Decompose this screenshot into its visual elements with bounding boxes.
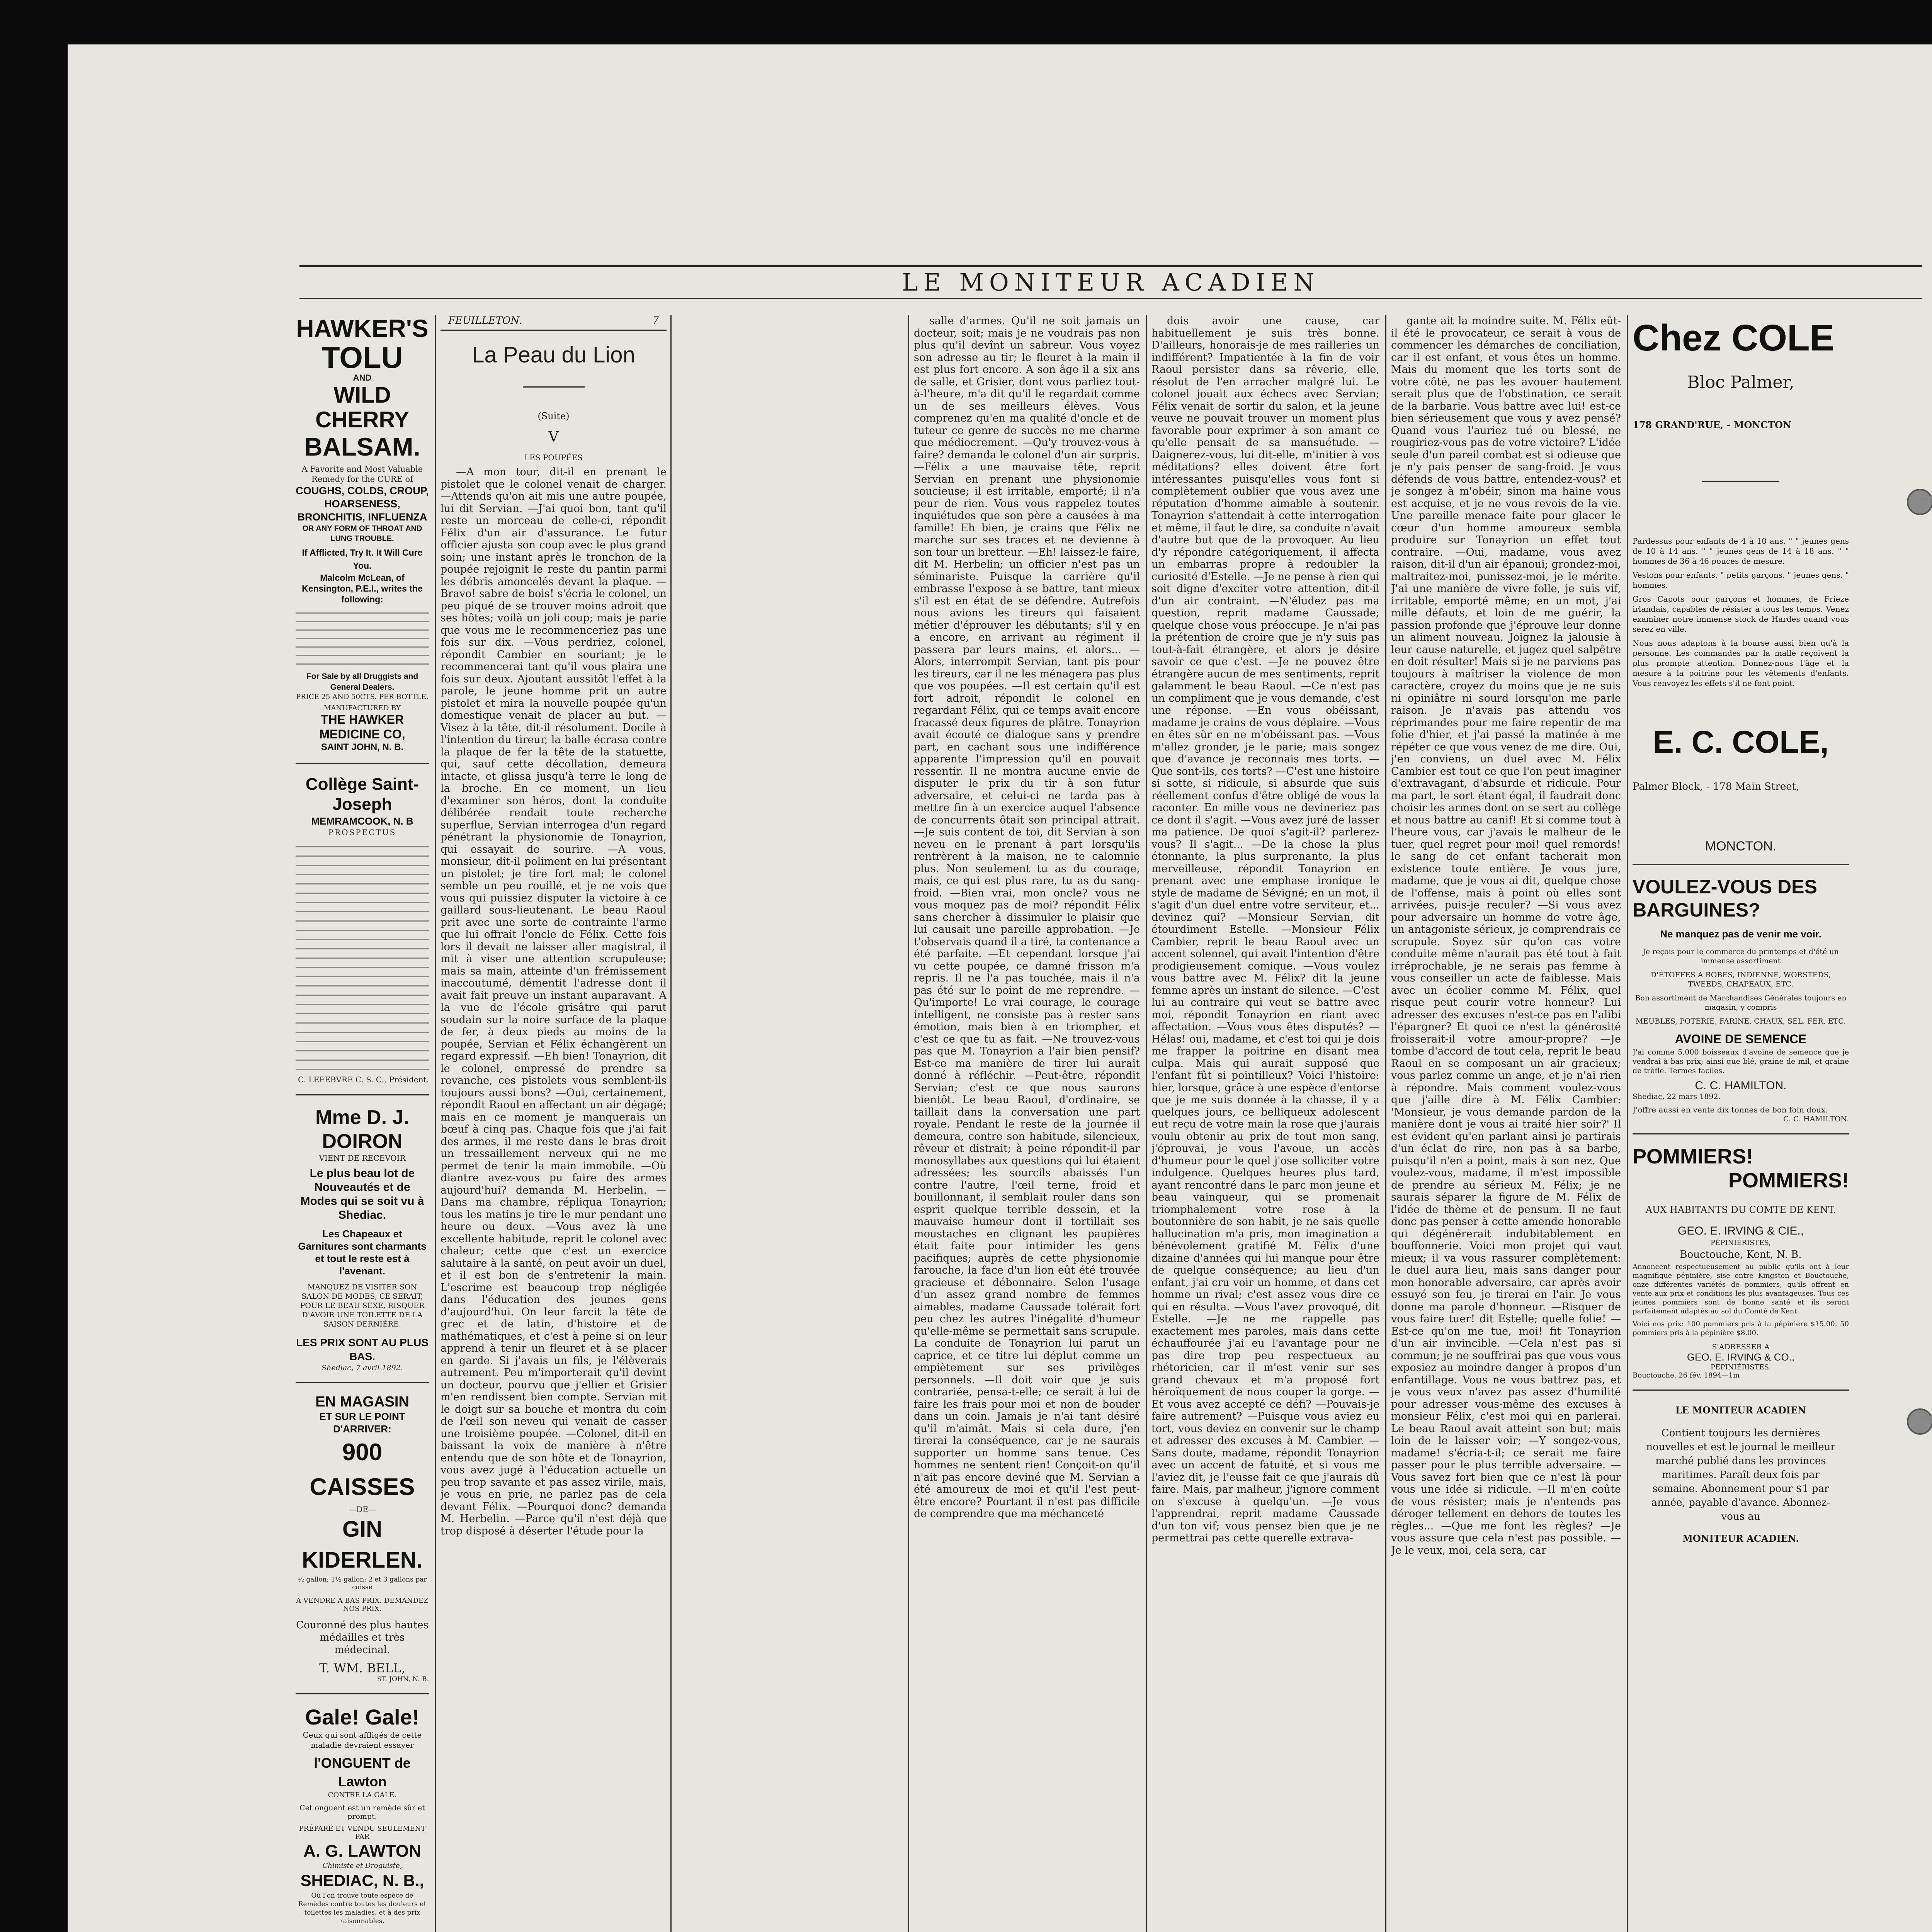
hamilton-date: Shediac, 22 mars 1892.: [1633, 1092, 1721, 1101]
barguines-text: Je reçois pour le commerce du printemps et d'été un immense assortiment: [1643, 947, 1839, 965]
feuilleton-column-4: [1391, 315, 1621, 1932]
pommiers-text: Annoncent respectueusement au public qu'ils ont à leur magnifique pépinière, sise entre Kingston et Bouctouche, onze différentes variétés de pommiers, qu'ils offrent en vente aux prix et conditions les plus avantageuses. Tous ces jeunes pommiers sont de bonne santé et ils seront parfaitement adaptés au sol du Comté de Kent.: [1633, 1263, 1849, 1315]
hawker-wild-cherry: WILD CHERRY: [315, 383, 409, 432]
feuilleton-header: [440, 315, 667, 327]
hawker-ailments: BRONCHITIS, INFLUENZA: [297, 511, 427, 523]
moniteur-ad-title: LE MONITEUR ACADIEN: [1675, 1405, 1806, 1416]
gale-note: Cet onguent est un remède sûr et prompt.: [299, 1804, 425, 1821]
hawker-ad: [296, 315, 429, 753]
feuilleton-column-2: [914, 315, 1140, 1932]
column-rule: [435, 315, 436, 1932]
pommiers-prices: Voici nos prix: 100 pommiers pris à la pépinière $15.00. 50 pommiers pris à la pépinière $8.00.: [1633, 1320, 1849, 1337]
cole-list: Gros Capots pour garçons et hommes, de Frieze irlandais, capables de résister à tous les temps. Venez examiner notre immense stock de Hardes quand vous serez en ville.: [1633, 594, 1849, 634]
barguines-items: MEUBLES, POTERIE, FARINE, CHAUX, SEL, FER, ETC.: [1635, 1017, 1846, 1026]
avoine-title: AVOINE DE SEMENCE: [1675, 1032, 1807, 1046]
barguines-text: Bon assortiment de Marchandises Générales toujours en magasin, y compris: [1635, 994, 1847, 1012]
hawker-ailments: HOARSENESS,: [324, 498, 400, 510]
ec-cole-city: MONCTON.: [1705, 839, 1777, 854]
doiron-title: Mme D. J. DOIRON: [315, 1106, 409, 1153]
ads-column-right: [1633, 315, 1849, 1932]
ads-column-left: [296, 315, 429, 1932]
hawker-sale: For Sale by all Druggists and General Dealers.: [306, 672, 418, 692]
cole-bloc: Bloc Palmer,: [1687, 372, 1794, 392]
pommiers-contact: S'ADRESSER A: [1712, 1343, 1770, 1351]
ec-cole-title: E. C. COLE,: [1653, 724, 1829, 760]
feuilleton-column-3: [1151, 315, 1379, 1932]
gin-sale: A VENDRE A BAS PRIX. DEMANDEZ NOS PRIX.: [296, 1597, 429, 1613]
gale-title: Gale! Gale!: [305, 1705, 420, 1729]
gale-contre: CONTRE LA GALE.: [328, 1791, 397, 1799]
gin-seller: T. WM. BELL,: [319, 1661, 405, 1675]
masthead: [299, 265, 1922, 299]
chapter-number: V: [548, 429, 559, 445]
foin-text: J'offre aussi en vente dix tonnes de bon foin doux.: [1633, 1105, 1828, 1114]
doiron-ad: [296, 1105, 429, 1372]
story-text: gante ait la moindre suite. M. Félix eût-il été le provocateur, ce serait à vous de commencer les démarches de conciliation, car il est enfant, et vous êtes un homme. Mais du moment que les torts sont de votre côté, ne pas les avouer hautement serait plus que de l'obstination, ce serait de la barbarie. Vous battre avec lui! est-ce bien sérieusement que vous y avez pensé? Quand vous l'auriez tué ou blessé, ne rougiriez-vous pas de votre victoire? L'idée seule d'un pareil combat est si odieuse que je n'y pais penser de sang-froid. Je vous défends de vous battre, entendez-vous? et je songez à m'obéir, sinon ma haine vous est acquise, et je ne vous revois de la vie. Une pareille menace faite pour glacer le cœur d'un homme amoureux sembla produire sur Tonayrion un effet tout contraire. —Oui, madame, vous avez raison, dit-il d'un air épanoui; grondez-moi, maltraitez-moi, punissez-moi, je le mérite. J'ai une manière de vivre folle, je suis vif, irritable, emporté même; en un mot, j'ai mille défauts, et loin de me guérir, la passion profonde que j'éprouve leur donne un aliment nouveau. Joignez la jalousie à leur cause naturelle, et jugez quel salpêtre en doit résulter! Mais si je ne parviens pas toujours à maîtriser la violence de mon caractère, croyez du moins que je ne suis ni opiniâtre ni sourd lorsqu'on me parle raison. Je n'avais pas attendu vos réprimandes pour me faire repentir de ma folie d'hier, et j'ai passé la matinée à me répéter ce que vous venez de me dire. Oui, j'en conviens, un duel avec M. Félix Cambier est tout ce que l'on peut imaginer d'extravagant, d'absurde et ridicule. Pour ma part, le sort étant égal, il faudrait donc choisir les armes dont on se sert au collège et nous battre au canif! Et si comme tout à l'heure vous, car j'avais le malheur de le tuer, quel regret pour moi! quel remords! le sang de cet enfant tacherait mon existence toute entière. Je vous jure, madame, que je vous ai dit, quelque chose de l'offense, mais à point où elles sont arrivées, puis-je reculer? —Si vous avez pour adversaire un homme de votre âge, un antagoniste sérieux, je comprendrais ce scrupule. Soyez sûr qu'on cas votre conduite même n'aurait pas été tout à fait irréprochable, je ne serais pas femme à vous conseiller un acte de faiblesse. Mais avec un écolier comme M. Félix, quel risque peut courir votre honneur? Lui adresser des excuses n'est-ce pas en l'alibi l'épargner? Et quoi ce n'est la générosité froisserait-il votre amour-propre? —Je tombe d'accord de tout cela, reprit le beau Raoul en se composant un air gracieux; vous parlez comme un ange, et je n'ai rien à répondre. Mais comment voulez-vous que j'aille dire à M. Félix Cambier: 'Monsieur, je vous demande pardon de la manière dont je vous ai traité hier soir?' Il est évident qu'en parlant ainsi je partirais d'un éclat de rire, non pas à sa barbe, puisqu'il n'en a point, mais à son nez. Que voulez-vous, madame, il m'est impossible de prendre au sérieux M. Félix; je ne saurais séparer la figure de M. Félix de l'idée de thème et de pensum. Il ne faut donc pas penser à cette amende honorable qui dégénérerait indubitablement en bouffonnerie. Voici mon projet qui vaut mieux; il va vous rassurer complètement: le duel aura lieu, mais sans danger pour mon honorable adversaire, car après avoir essuyé son feu, je tirerai en l'air. Je vous donne ma parole d'honneur. —Risquer de vous faire tuer! dit Estelle; quelle folie! —Est-ce qu'on me tue, moi! fit Tonayrion d'un air invincible. —Cela n'est pas si commun; je ne souffrirai pas que vous vous exposiez au moindre danger à propos d'un enfantillage. Vous ne vous battrez pas, et je vous veux n'avez pas assez d'humilité pour adresser vous-même des excuses à monsieur Félix, c'est moi qui en parlerai. Le beau Raoul avait atteint son but; mais loin de le laisser voir; —Y songez-vous, madame! s'écria-t-il; ce serait me faire passer pour le plus terrible adversaire. —Vous savez fort bien que ce n'est là pour vous une idée si ridicule. —Il m'en coûte de vous résister; mais je n'entends pas déroger tellement en dehors de toutes les règles... —Que me font les règles? —Je vous assure que cela n'est pas possible. —Je le veux, moi, cela sera, car: [1391, 315, 1621, 1556]
pommiers-title: POMMIERS!: [1633, 1145, 1753, 1168]
hawker-mfg: MANUFACTURED BY: [324, 704, 401, 712]
cole-ad: [1633, 315, 1849, 854]
hawker-balsam: BALSAM.: [304, 432, 420, 461]
gin-ad: [296, 1393, 429, 1683]
cole-list: Nous nous adaptons à la bourse aussi bien qu'à la personne. Les commandes par la malle reçoivent la plus prompte attention. Donnez-nous l'âge et la mesure à la poitrine pour les vêtements d'enfants. Vous renvoyez les effets s'il ne font point.: [1633, 638, 1849, 688]
gin-quantity: 900 CAISSES: [310, 1439, 415, 1500]
cole-address: 178 GRAND'RUE, - MONCTON: [1633, 419, 1792, 430]
story-title: La Peau du Lion: [472, 342, 635, 367]
column-rule: [1627, 315, 1628, 1932]
doiron-text: Les Chapeaux et Garnitures sont charmants et tout le reste est à l'avenant.: [298, 1228, 427, 1277]
barguines-items: D'ÉTOFFES A ROBES, INDIENNE, WORSTEDS, TWEEDS, CHAPEAUX, ETC.: [1650, 971, 1831, 988]
fine-print-block: [296, 840, 429, 1072]
doiron-text: MANQUEZ DE VISITER SON SALON DE MODES, CE SERAIT, POUR LE BEAU SEXE, RISQUER D'AVOIR UNE TOILETTE DE LA SAISON DERNIÈRE.: [300, 1283, 425, 1328]
fine-print-block: [296, 607, 429, 669]
hawker-city: SAINT JOHN, N. B.: [321, 742, 404, 752]
gale-chem: Chimiste et Droguiste,: [322, 1862, 402, 1870]
gale-ad: [296, 1704, 429, 1925]
hawker-and: AND: [353, 373, 372, 383]
gale-prep: PRÉPARÉ ET VENDU SEULEMENT PAR: [299, 1825, 426, 1841]
moniteur-ad-text: Contient toujours les dernières nouvelles et est le journal le meilleur marché publié dans les provinces maritimes. Paraît deux fois par semaine. Abonnement pour $1 par année, payable d'avance. Abonnez-vous au: [1646, 1427, 1835, 1522]
chapter-title: LES POUPÉES: [524, 453, 583, 462]
moniteur-ad: [1633, 1401, 1849, 1544]
hawker-testimony: Malcolm McLean, of Kensington, P.E.I., writes the following:: [302, 573, 423, 604]
irving-pep: PÉPINIÉRISTES,: [1710, 1239, 1771, 1247]
hawker-tagline: A Favorite and Most Valuable Remedy for the CURE of: [301, 464, 423, 484]
gale-foot: Où l'on trouve toute espèce de Remèdes contre toutes les douleurs et toilettes les maladies, et à des prix raisonnables.: [298, 1892, 427, 1925]
gin-heading: ET SUR LE POINT D'ARRIVER:: [319, 1411, 405, 1435]
gin-heading: EN MAGASIN: [315, 1394, 409, 1410]
ec-cole-address: Palmer Block, - 178 Main Street,: [1633, 781, 1799, 793]
barguines-ad: [1633, 875, 1849, 1123]
irving-pep: PÉPINIÉRISTES.: [1710, 1363, 1771, 1371]
masthead-title: LE MONITEUR ACADIEN: [902, 268, 1320, 296]
feuilleton-column-1: [440, 315, 667, 1932]
cole-list: Vestons pour enfants. " petits garçons. " jeunes gens. " hommes.: [1633, 570, 1849, 590]
gale-remedy: l'ONGUENT de Lawton: [314, 1755, 411, 1789]
cole-list: Pardessus pour enfants de 4 à 10 ans. " " jeunes gens de 10 à 14 ans. " " jeunes gens de 14 à 18 ans. " " hommes de 36 à 46 pouces de mesure.: [1633, 536, 1849, 566]
column-rule: [1146, 315, 1147, 1932]
doiron-prices: LES PRIX SONT AU PLUS BAS.: [296, 1337, 429, 1362]
hawker-title: HAWKER'S: [296, 315, 429, 342]
hawker-ailments: COUGHS, COLDS, CROUP,: [296, 485, 429, 497]
binder-hole: [1907, 1408, 1932, 1435]
column-rule: [1385, 315, 1386, 1932]
gin-city: ST. JOHN, N. B.: [377, 1675, 429, 1683]
hawker-company: THE HAWKER MEDICINE CO,: [319, 713, 405, 741]
moniteur-ad-foot: MONITEUR ACADIEN.: [1682, 1533, 1799, 1544]
story-text: dois avoir une cause, car habituellement je suis très bonne. D'ailleurs, honorais-je de mes railleries un indifférent? Impatientée à la fin de voir Raoul persister dans sa rêverie, elle, résolut de l'en arracher malgré lui. Le colonel jouait aux échecs avec Servian; Félix venait de sortir du salon, et la jeune veuve ne pouvait trouver un moment plus favorable pour exprimer à son amant ce qu'elle pensait de sa mansuétude. —Daignerez-vous, lui dit-elle, m'initier à vos méditations? elles doivent être fort intéressantes puisqu'elles vous font si complètement oublier que vous avez une réputation d'homme aimable à soutenir. Tonayrion s'attendait à cette interrogation et même, il faut le dire, sa conduite n'avait d'autre but que de la provoquer. Au lieu d'y répondre catégoriquement, il affecta un embarras propre à redoubler la curiosité d'Estelle. —Je ne pense à rien qui soit digne d'exciter votre attention, dit-il d'un air contraint. —N'éludez pas ma question, reprit madame Caussade; quelque chose vous préoccupe. Je n'ai pas la prétention de croire que je n'y suis pas tout-à-fait étrangère, et alors je désire savoir ce que c'est. —Je ne pouvez être étrangère aucun de mes sentiments, reprit galamment le beau Raoul. —Ce n'est pas un compliment que je vous demande, c'est une réponse. —En vous obéissant, madame je crains de vous déplaire. —Vous en êtes sûr en ne m'obéissant pas. —Vous m'allez gronder, je le parie; mais songez que d'avance je reconnais mes torts. —Que sont-ils, ces torts? —C'est une histoire si sotte, si ridicule, si absurde que suis réellement confus d'être obligé de vous la raconter. En mille vous ne devineriez pas ce dont il s'agit. —Vous avez juré de lasser ma patience. De quoi s'agit-il? parlerez-vous? Il s'agit... —De la chose la plus étonnante, la plus surprenante, la plus merveilleuse, répondit Tonayrion en prenant avec une emphase ironique le style de madame de Sévigné; en un mot, il s'agit d'un duel entre votre serviteur, et... devinez qui? —Monsieur Servian, dit étourdiment Estelle. —Monsieur Félix Cambier, reprit le beau Raoul avec un accent solennel, qui avait l'intention d'être prodigieusement comique. —Vous voulez vous battre avec M. Félix? dit la jeune femme après un instant de silence. —C'est lui au contraire qui veut se battre avec moi, répondit Tonayrion en riant avec affectation. —Vous vous êtes disputés? —Hélas! oui, madame, et c'est toi qui je dois me frapper la poitrine en disant mea culpa. Mais qui aurait supposé que l'enfant fût si pointilleux? Voici l'histoire: hier, lorsque, grâce à une espèce d'entorse que je me suis donnée à la chasse, il y a quelques jours, ce belliqueux adolescent eut reçu de votre main la rose que j'aurais voulu obtenir au prix de tout mon sang, j'éprouvai, je vous l'avoue, un accès d'humeur pour le quel j'ose solliciter votre indulgence. Quelques heures plus tard, ayant rencontré dans le parc mon jeune et beau vainqueur, qui se promenait triomphalement votre rose à la boutonnière de son habit, je ne sais quelle hallucination m'a pris, mon imagination a bénévolement gratifié M. Félix d'une dizaine d'années qui lui manque pour être de quelque conséquence; au lieu d'un enfant, j'ai cru voir un homme, et dans cet homme un rival; c'est assez vous dire ce qui en résulta. —Vous l'avez provoqué, dit Estelle. —Je ne me rappelle pas exactement mes paroles, mais dans cette échauffourée j'ai eu l'avantage pour ne pas dire trop peu respectueux au rhétoricien, car il m'est venir sur ses grand chevaux et m'a proposé fort héroïquement de nous couper la gorge. —Et vous avez accepté ce défi? —Pouvais-je faire autrement? —Puisque vous aviez eu tort, vous deviez en convenir sur le champ et adresser des excuses à M. Cambier. —Sans doute, madame, répondit Tonayrion avec un accent de fatuité, et si vous me l'aviez dit, je l'eusse fait ce que j'aurais dû faire. Mais, par malheur, j'ignore comment on s'excuse à quelqu'un. —Je vous l'apprendrai, reprit madame Caussade d'un ton vif; vous pensez bien que je ne permettrai pas cette querelle extrava-: [1151, 315, 1379, 1544]
feuilleton-label: FEUILLETON.: [448, 315, 522, 327]
college-prospectus: PROSPECTUS: [328, 828, 396, 837]
pommiers-sub: AUX HABITANTS DU COMTE DE KENT.: [1645, 1204, 1836, 1215]
story-text: salle d'armes. Qu'il ne soit jamais un docteur, soit; mais je ne voudrais pas non plus qu'il devînt un sabreur. Vous voyez son adresse au tir; le fleuret à la main il est plus fort encore. A son âge il a six ans de salle, et Grisier, dont vous parliez tout-à-l'heure, m'a dit qu'il le regardait comme un de ses meilleurs élèves. Vous comprenez qu'en ma qualité d'oncle et de tuteur ce genre de succès ne me charme que médiocrement. —Qu'y trouvez-vous à faire? demanda le colonel d'un air surpris. —Félix a une mauvaise tête, reprit Servian en prenant une physionomie soucieuse; il est irritable, emporté; il n'a peur de rien. Vous vous rappelez toutes inquiétudes que son père a causées à ma famille! Eh bien, je crains que Félix ne marche sur ses traces et ne devienne à son tour un bretteur. —Eh! laissez-le faire, dit M. Herbelin; un officier n'est pas un séminariste. Puisque la carrière qu'il embrasse l'expose à se battre, tant mieux s'il est en état de se défendre. Autrefois nous avions les tireurs qui faisaient métier d'éprouver les débutants; s'il y en a encore, en arrivant au régiment il passera par leurs mains, et alors... —Alors, interrompit Servian, tant pis pour les tireurs, car il ne les ménagera pas plus que vos poupées. —Il est certain qu'il est fort adroit, répondit le colonel en regardant Félix, qui ce temps avait encore fracassé deux figures de plâtre. Tonayrion avait écouté ce dialogue sans y prendre part, en cachant sous une indifférence apparente l'impression qu'il en pouvait ressentir. Il ne montra aucune envie de disputer le prix du tir à son futur adversaire, et celui-ci ne tarda pas à mettre fin à un exercice auquel l'absence de concurrents ôtait son principal attrait. —Je suis content de toi, dit Servian à son neveu en le prenant à part lorsqu'ils rentrèrent à la maison, ne te calomnie plus. Non seulement tu as du courage, mais, ce qui est plus rare, tu as du sang-froid. —Bien vrai, mon oncle? vous ne vous moquez pas de moi? répondit Félix sans chercher à dissimuler le plaisir que lui causait une pareille approbation. —Je t'observais quand il a tiré, ta contenance a été parfaite. —Et cependant lorsque j'ai vu cette poupée, ce damné frisson m'a repris. Il ne l'a pas touchée, mais il n'a pas été sur le point de me reprendre. —Qu'importe! Le vrai courage, le courage intelligent, ne consiste pas à rester sans émotion, mais bien à en triompher, et c'est ce que tu as fait. —Ne trouvez-vous pas que M. Tonayrion a l'air bien pensif? Est-ce ma manière de tirer lui aurait donné à réfléchir. —Peut-être, répondit Servian; c'est ce que nous saurons bientôt. Le beau Raoul, d'ordinaire, se taillait dans la conversation une part royale. Pendant le reste de la journée il demeura, contre son habitude, silencieux, rêveur et distrait; à peine répondit-il par monosyllabes aux questions qui lui étaient adressées; les sourcils abaissés l'un contre l'autre, l'œil terne, froid et bouillonnant, il semblait rouler dans son esprit quelque terrible dessein, et la mauvaise humeur dont il tortillait ses moustaches en clignant les paupières était faite pour intimider les gens pacifiques; auprès de cette physionomie farouche, la face d'un lion eût été trouvée gracieuse et débonnaire. Selon l'usage d'un assez grand nombre de femmes aimables, madame Caussade tolérait fort peu chez les autres l'inégalité d'humeur qu'elle-même se permettait sans scrupule. La conduite de Tonayrion lui parut un caprice, et ce titre lui déplut comme un empiètement sur ses privilèges personnels. —Il doit voir que je suis contrariée, pensa-t-elle; ce serait à lui de faire les frais pour moi et non de bouder dans un coin. Jamais je n'ai tant désiré qu'il m'aimât. Mais si cela dure, j'en tirerai la conséquence, car je ne saurais supporter un homme sans tenue. Ces hommes ne sentent rien! Conçoit-on qu'il n'ait pas encore deviné que M. Servian a été amoureux de moi et qu'il l'est peut-être encore? Pourtant il n'est pas difficile de comprendre que ma méchanceté: [914, 315, 1140, 1520]
gin-sizes: ½ gallon; 1½ gallon; 2 et 3 gallons par caisse: [298, 1576, 427, 1591]
doiron-text: Le plus beau lot de Nouveautés et de Modes qui se soit vu à Shediac.: [300, 1167, 424, 1221]
gin-name: GIN KIDERLEN.: [302, 1517, 423, 1573]
pommiers-ad: [1633, 1145, 1849, 1379]
college-signature: C. LEFEBVRE C. S. C., Président.: [298, 1075, 429, 1084]
college-place: MEMRAMCOOK, N. B: [311, 815, 413, 827]
hamilton-name: C. C. HAMILTON.: [1695, 1079, 1787, 1092]
hawker-tolu: TOLU: [321, 340, 403, 374]
gale-lawton: A. G. LAWTON: [303, 1842, 421, 1861]
column-rule: [908, 315, 909, 1932]
barguines-sub: Ne manquez pas de venir me voir.: [1660, 928, 1821, 940]
pommiers-date: Bouctouche, 26 fév. 1894—1m: [1633, 1371, 1740, 1379]
irving-name: GEO. E. IRVING & CO.,: [1687, 1351, 1795, 1363]
hawker-price: PRICE 25 AND 50CTS. PER BOTTLE.: [296, 693, 429, 701]
story-text: —A mon tour, dit-il en prenant le pistolet que le colonel venait de charger. —Attends qu'on ait mis une autre poupée, lui dit Servian. —J'ai quoi bon, tant qu'il reste un morceau de celle-ci, répondit Félix d'un air d'assurance. Le futur officier ajusta son coup avec le plus grand soin; une instant après le tronchon de la poupée rejoignit le reste du pantin parmi les débris amoncelés devant la plaque. —Bravo! sabre de bois! s'écria le colonel, un peu piqué de se trouver moins adroit que ses hôtes; voilà un joli coup; mais je parie que vous me le recommenceriez pas une fois sur dix. —Vous perdriez, colonel, répondit Cambier en souriant; je le recommencerai tant qu'il vous plaira une fois sur deux. Ajoutant aussitôt l'effet à la parole, le jeune homme prit un autre pistolet et mira la nouvelle poupée qu'un domestique venait de placer au but. —Visez à la tête, dit-il résolument. Docile à l'intention du tireur, la balle écrasa contre la plaque de fer la tête de la statuette, qui, sauf cette décollation, demeura intacte, et glissa jusqu'à terre le long de la broche. En ce moment, un lieu d'examiner son héros, dont la conduite délibérée rendait toute recherche superflue, Servian interrogea d'un regard pénétrant la physionomie de Tonayrion, qui essayait de sourire. —A vous, monsieur, dit-il poliment en lui présentant un pistolet; je tire fort mal; le colonel semble un peu rouillé, et je ne vois que vous qui puissiez disputer la victoire à ce gaillard sous-lieutenant. Le beau Raoul prit avec une sorte de contrainte l'arme que lui offrait l'oncle de Félix. Cette fois lors il devait ne laisser aller magistral, il mit à viser une attention scrupuleuse; mais sa main, atteinte d'un frémissement inaccoutumé, démentit l'adresse dont il avait fait preuve un instant auparavant. A la vue de l'école grisâtre qui parut soudain sur la noire surface de la plaque de fer, à deux pieds au moins de la poupée, Servian et Félix échangèrent un regard expressif. —Eh bien! Tonayrion, dit le colonel, empressé de prendre sa revanche, ces pistolets vous semblent-ils toujours aussi bons? —Oui, certainement, répondit Raoul en affectant un air dégagé; mais en ce moment je manquerais un bœuf à cinq pas. Chaque fois que j'ai fait des armes, il me reste dans le bras droit un tressaillement nerveux qui ne me permet de tenir la main immobile. —Où diantre avez-vous pu faire des armes aujourd'hui? demanda M. Herbelin. —Dans ma chambre, répliqua Tonayrion; tous les matins je tire le mur pendant une heure ou deux. —Vous avez là une excellente habitude, reprit le colonel avec chaleur; cette que c'est un exercice salutaire à la santé, on peut avoir un duel, et il est bon de s'entretenir la main. L'escrime est beaucoup trop négligée dans l'éducation des jeunes gens d'aujourd'hui. On leur farcit la tête de grec et de latin, d'histoire et de mathématiques, et c'est à peine si on leur apprend à tenir un fleuret et à se placer en garde. Si j'avais un fils, je l'élèverais autrement. Peu m'importerait qu'il devint un docteur, pourvu que j'ellier et Grisier m'en rendissent bien compte. Servian mit le doigt sur sa bouche et montra du coin de l'œil son neveu qui venait de casser une troisième poupée. —Colonel, dit-il en baissant la voix de manière à n'être entendu que de son hôte et de Tonayrion, vous avez jugé à l'éducation actuelle un peu trop savante et pas assez virile, mais, je vous en prie, ne parlez pas de cela devant Félix. —Pourquoi donc? demanda M. Herbelin. —Parce qu'il n'est déjà que trop disposé à déserter l'étude pour la: [440, 466, 667, 1537]
doiron-sub: VIENT DE RECEVOIR: [319, 1153, 406, 1163]
doiron-date: Shediac, 7 avril 1892.: [321, 1364, 403, 1372]
gin-de: —DE—: [349, 1505, 376, 1514]
gin-medals: Couronné des plus hautes médailles et très médecinal.: [296, 1619, 429, 1656]
irving-name: GEO. E. IRVING & CIE.,: [1677, 1225, 1804, 1237]
feuilleton-number: 7: [652, 315, 659, 327]
story-suite: (Suite): [537, 411, 570, 422]
irving-place: Bouctouche, Kent, N. B.: [1680, 1249, 1802, 1260]
college-title: Collège Saint-Joseph: [305, 775, 419, 814]
binder-hole: [1907, 489, 1932, 515]
avoine-text: J'ai comme 5,000 boisseaux d'avoine de semence que je vendrai à bas prix; ainsi que blé, graine de mil, et graine de trèfle. Termes faciles.: [1633, 1048, 1849, 1075]
gale-intro: Ceux qui sont affligés de cette maladie devraient essayer: [303, 1730, 422, 1750]
hawker-ailments: OR ANY FORM OF THROAT AND LUNG TROUBLE.: [302, 524, 422, 543]
cole-title: Chez COLE: [1633, 317, 1835, 359]
hawker-try: If Afflicted, Try It. It Will Cure You.: [302, 548, 423, 571]
pommiers-title: POMMIERS!: [1728, 1169, 1849, 1192]
barguines-title: VOULEZ-VOUS DES BARGUINES?: [1633, 876, 1817, 921]
gale-city: SHEDIAC, N. B.,: [300, 1871, 424, 1889]
college-ad: [296, 774, 429, 1084]
newspaper-page: [68, 44, 1932, 1932]
hamilton-name: C. C. HAMILTON.: [1783, 1115, 1849, 1123]
column-rule: [670, 315, 672, 1932]
